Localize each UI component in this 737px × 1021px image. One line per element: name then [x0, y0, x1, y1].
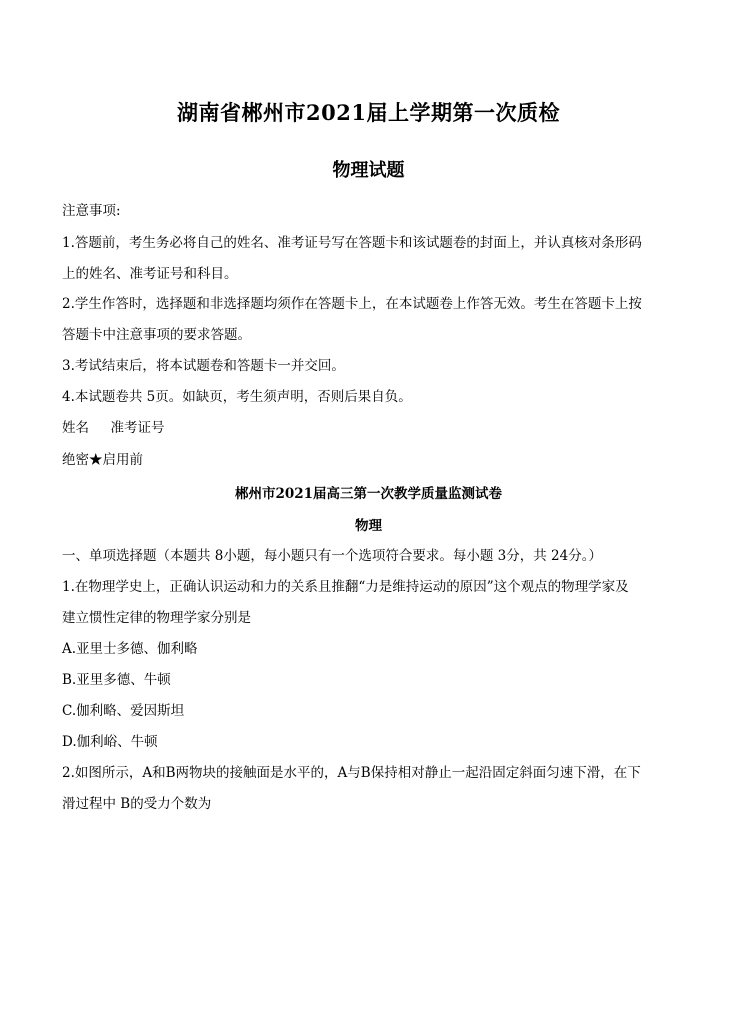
question-1-option-b: B.亚里多德、牛顿	[62, 672, 171, 688]
notice-item-1-line-1: 1.答题前，考生务必将自己的姓名、准考证号写在答题卡和该试题卷的封面上，并认真核对条形码	[62, 235, 642, 251]
question-1-line-1: 1.在物理学史上，正确认识运动和力的关系且推翻“力是维持运动的原因”这个观点的物理学家及	[62, 579, 629, 595]
question-2-line-1: 2.如图所示，A和B两物块的接触面是水平的，A与B保持相对静止一起沿固定斜面匀速下滑，在下	[62, 765, 641, 781]
notice-item-4: 4.本试题卷共 5页。如缺页，考生须声明，否则后果自负。	[62, 389, 412, 405]
name-id-line: 姓名 准考证号	[62, 420, 165, 436]
document-title: 湖南省郴州市2021届上学期第一次质检	[177, 100, 560, 125]
question-1-option-d: D.伽利峪、牛顿	[62, 734, 158, 750]
document-subtitle: 物理试题	[332, 160, 405, 181]
notice-item-2-line-1: 2.学生作答时，选择题和非选择题均须作在答题卡上，在本试题卷上作答无效。考生在答题卡上按	[62, 296, 642, 312]
question-2-line-2: 滑过程中 B的受力个数为	[62, 796, 212, 812]
notice-item-1-line-2: 上的姓名、准考证号和科目。	[62, 266, 238, 282]
confidential-mark: 绝密★启用前	[62, 452, 143, 468]
section-heading: 一、单项选择题（本题共 8小题，每小题只有一个选项符合要求。每小题 3分，共 24分。）	[62, 548, 602, 564]
exam-title: 郴州市2021届高三第一次教学质量监测试卷	[234, 486, 503, 502]
question-1-line-2: 建立惯性定律的物理学家分别是	[62, 610, 251, 626]
notice-heading: 注意事项:	[62, 203, 121, 219]
notice-item-2-line-2: 答题卡中注意事项的要求答题。	[62, 327, 251, 343]
notice-item-3: 3.考试结束后，将本试题卷和答题卡一并交回。	[62, 358, 345, 374]
question-1-option-a: A.亚里士多德、伽利略	[62, 641, 198, 657]
exam-subject: 物理	[355, 518, 382, 534]
question-1-option-c: C.伽利略、爱因斯坦	[62, 703, 185, 719]
